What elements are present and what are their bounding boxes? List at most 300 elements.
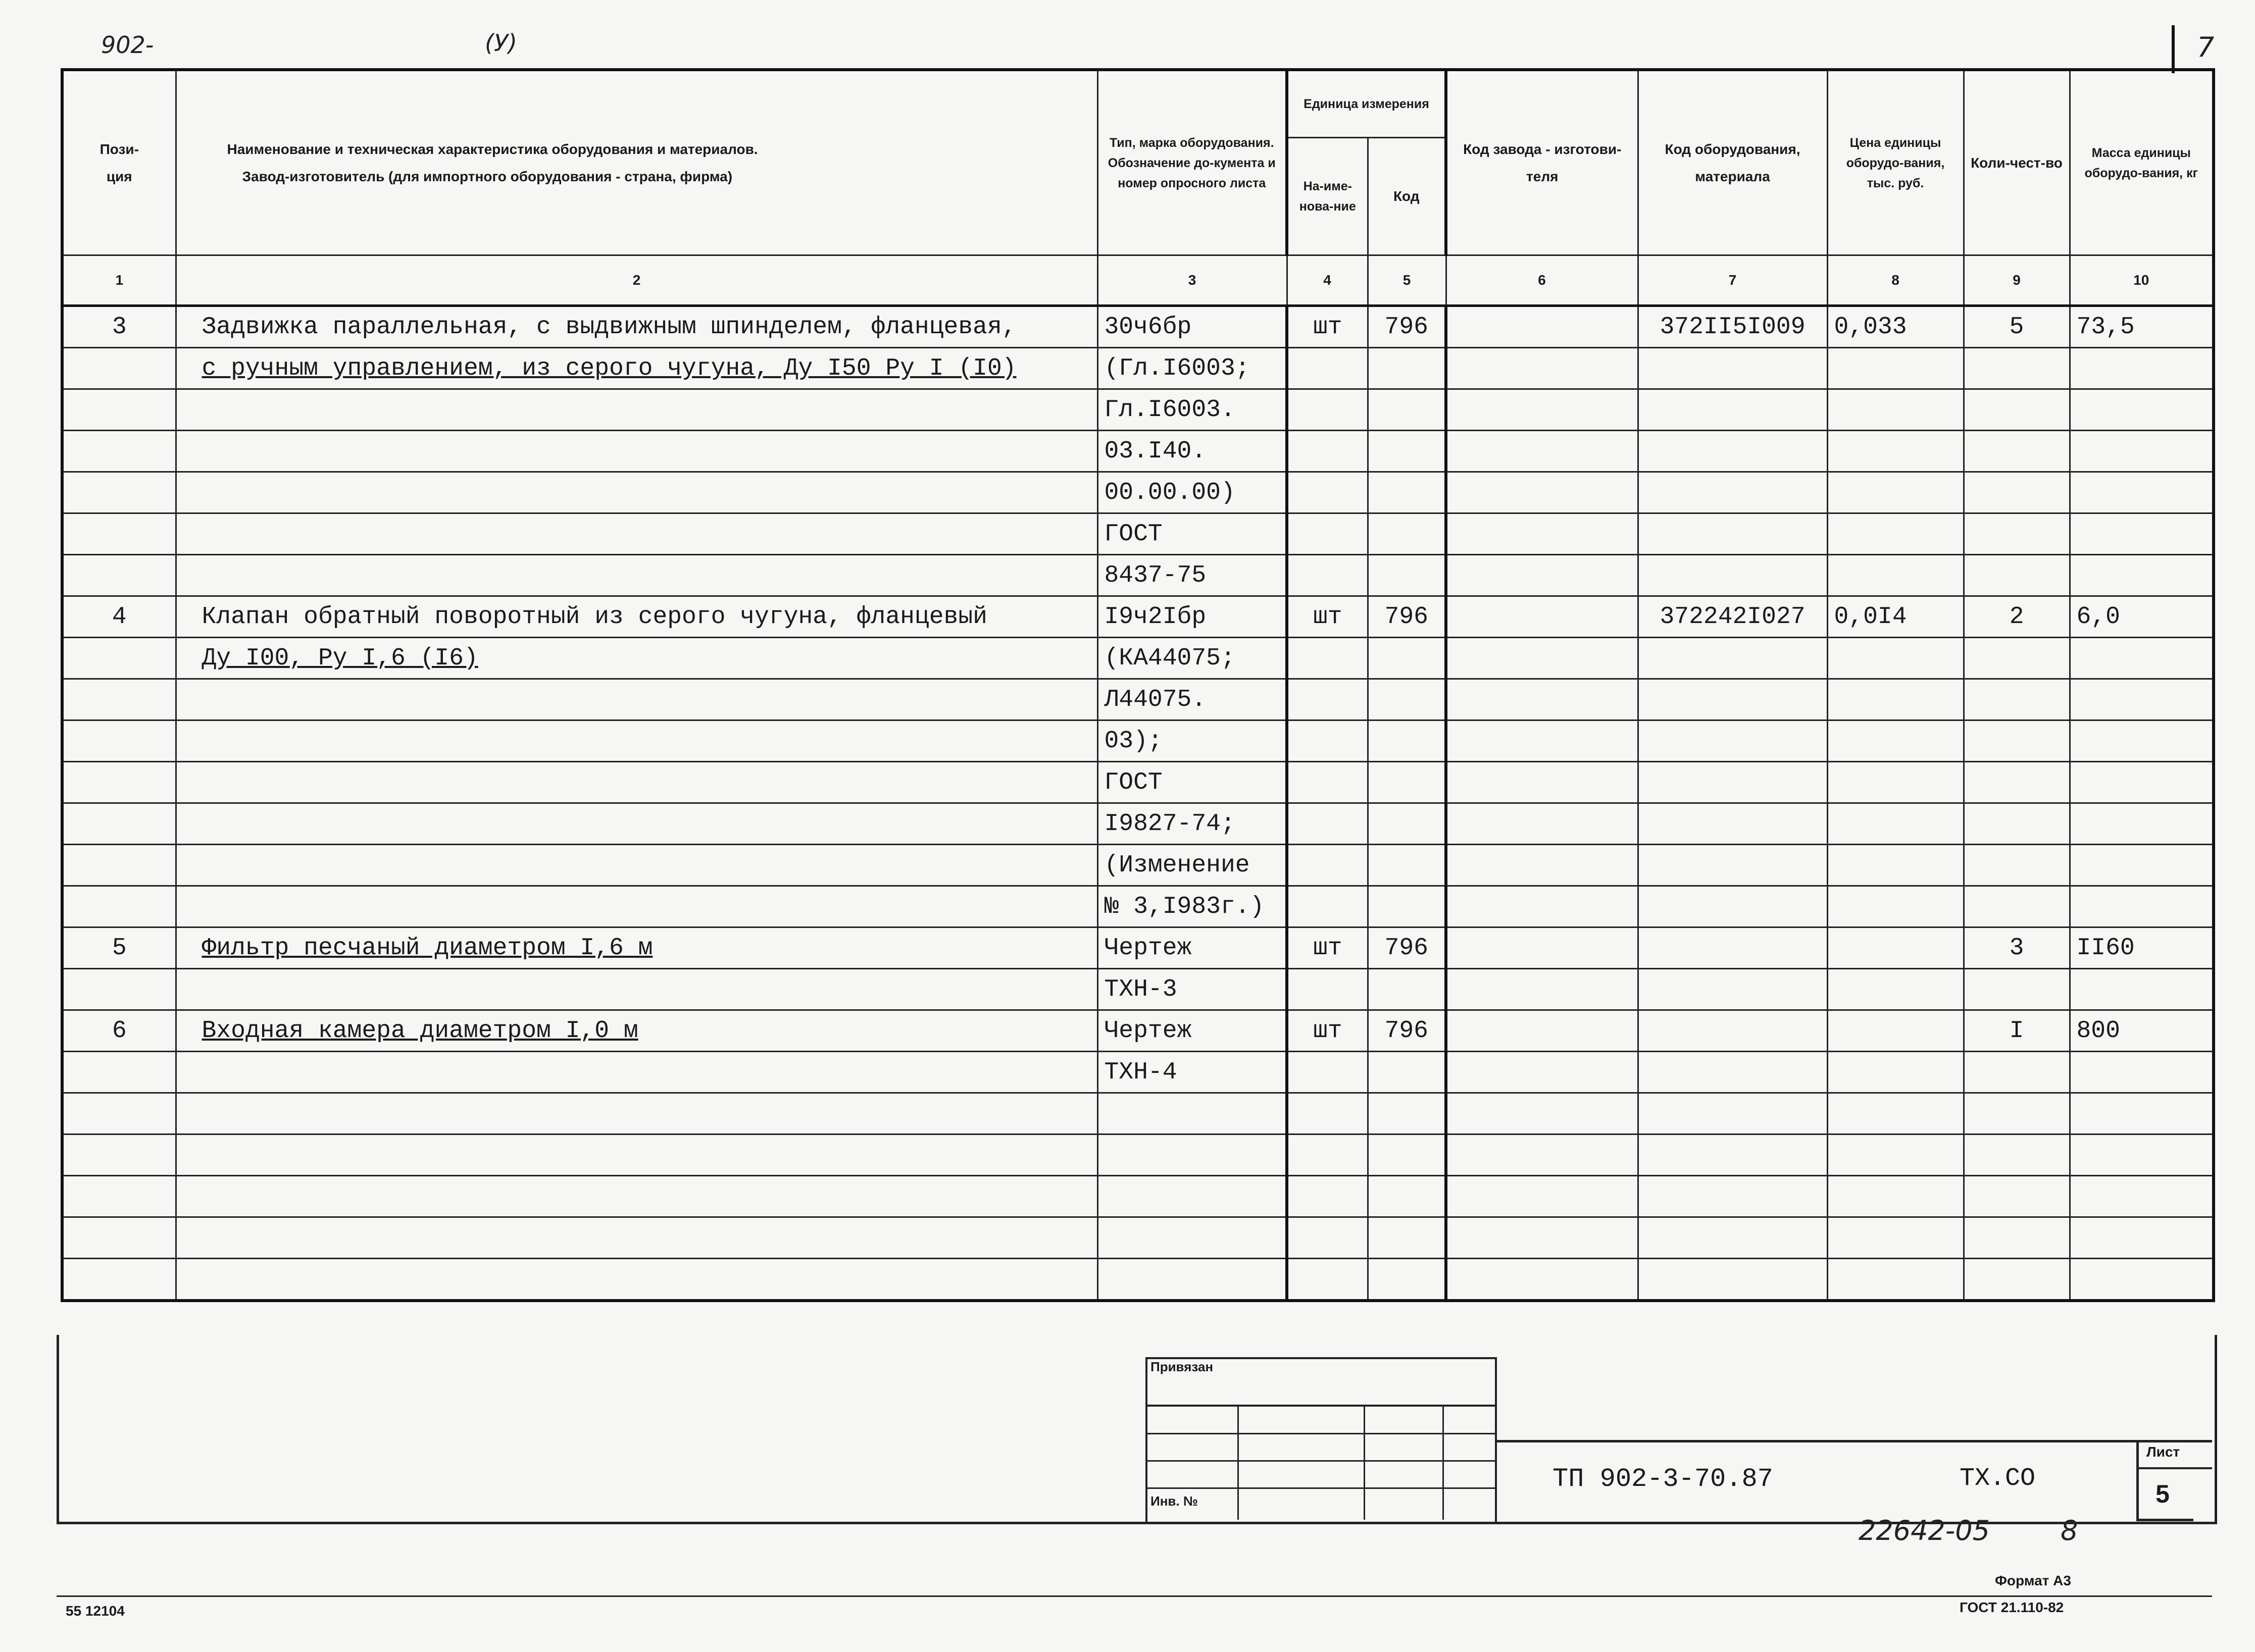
cell-mass [2070, 638, 2214, 679]
cell-name [176, 1052, 1097, 1093]
cell-name [176, 1134, 1097, 1176]
cell-plant-code [1446, 513, 1638, 555]
cell-type: Чертеж [1097, 1010, 1287, 1052]
cell-equipment-code [1638, 638, 1827, 679]
cell-name: с ручным управлением, из серого чугуна, Ду I50 Ру I (I0) [176, 348, 1097, 389]
cell-name: Ду I00, Ру I,6 (I6) [176, 638, 1097, 679]
cell-unit [1287, 638, 1368, 679]
cell-price [1827, 1134, 1964, 1176]
colnum: 1 [62, 255, 176, 306]
cell-plant-code [1446, 555, 1638, 596]
inventory-label: Инв. № [1150, 1493, 1198, 1509]
cell-name: Входная камера диаметром I,0 м [176, 1010, 1097, 1052]
doc-number-partial: 902- [101, 31, 154, 59]
cell-type [1097, 1176, 1287, 1217]
table-row [62, 679, 2214, 720]
cell-plant-code [1446, 1259, 1638, 1301]
cell-price [1827, 1259, 1964, 1301]
header-mass: Масса единицы оборудо-вания, кг [2070, 70, 2214, 255]
cell-plant-code [1446, 472, 1638, 513]
cell-price [1827, 1010, 1964, 1052]
cell-quantity [1964, 886, 2070, 927]
sheet-label: Лист [2146, 1444, 2180, 1460]
cell-name [176, 555, 1097, 596]
cell-plant-code [1446, 679, 1638, 720]
table-row [62, 720, 2214, 762]
cell-price [1827, 1093, 1964, 1134]
cell-equipment-code [1638, 845, 1827, 886]
cell-name [176, 1093, 1097, 1134]
table-row [62, 472, 2214, 513]
cell-equipment-code [1638, 679, 1827, 720]
cell-position [62, 1093, 176, 1134]
cell-quantity [1964, 472, 2070, 513]
cell-type [1097, 1217, 1287, 1259]
cell-name [176, 845, 1097, 886]
corner-mark [2172, 25, 2175, 73]
cell-quantity [1964, 679, 2070, 720]
cell-equipment-code [1638, 762, 1827, 803]
cell-position: 3 [62, 306, 176, 348]
cell-price [1827, 720, 1964, 762]
cell-unit [1287, 886, 1368, 927]
cell-unit-code [1368, 638, 1446, 679]
cell-unit [1287, 762, 1368, 803]
cell-position [62, 679, 176, 720]
cell-position [62, 803, 176, 845]
cell-price [1827, 803, 1964, 845]
cell-type [1097, 1134, 1287, 1176]
cell-price [1827, 845, 1964, 886]
table-row [62, 306, 2214, 348]
table-row [62, 1176, 2214, 1217]
cell-price [1827, 1176, 1964, 1217]
cell-quantity: 3 [1964, 927, 2070, 969]
cell-name: Клапан обратный поворотный из серого чугуна, фланцевый [176, 596, 1097, 638]
cell-quantity [1964, 1217, 2070, 1259]
cell-unit-code: 796 [1368, 596, 1446, 638]
header-unit-name: На-име-нова-ние [1287, 138, 1368, 255]
cell-quantity [1964, 845, 2070, 886]
cell-unit-code [1368, 1093, 1446, 1134]
cell-position [62, 348, 176, 389]
cell-plant-code [1446, 927, 1638, 969]
cell-plant-code [1446, 762, 1638, 803]
cell-position [62, 969, 176, 1010]
cell-quantity [1964, 513, 2070, 555]
cell-unit [1287, 1052, 1368, 1093]
cell-unit [1287, 969, 1368, 1010]
cell-quantity: I [1964, 1010, 2070, 1052]
cell-type: ТХН-4 [1097, 1052, 1287, 1093]
cell-price [1827, 431, 1964, 472]
cell-price [1827, 1217, 1964, 1259]
cell-type: I9ч2Iбр [1097, 596, 1287, 638]
cell-name [176, 762, 1097, 803]
cell-type [1097, 1259, 1287, 1301]
cell-position [62, 845, 176, 886]
cell-equipment-code [1638, 555, 1827, 596]
cell-unit: шт [1287, 596, 1368, 638]
cell-mass [2070, 555, 2214, 596]
cell-mass [2070, 886, 2214, 927]
cell-unit [1287, 1176, 1368, 1217]
cell-equipment-code [1638, 803, 1827, 845]
cell-unit-code [1368, 431, 1446, 472]
cell-position: 6 [62, 1010, 176, 1052]
cell-quantity [1964, 803, 2070, 845]
cell-position [62, 1176, 176, 1217]
table-row [62, 389, 2214, 431]
cell-quantity [1964, 1259, 2070, 1301]
cell-unit-code: 796 [1368, 1010, 1446, 1052]
cell-name [176, 803, 1097, 845]
cell-type: ГОСТ [1097, 513, 1287, 555]
cell-unit [1287, 1134, 1368, 1176]
stamp-line [1145, 1405, 1497, 1407]
stamp-line [1145, 1460, 1497, 1462]
cell-unit [1287, 803, 1368, 845]
header-quantity: Коли-чест-во [1964, 70, 2070, 255]
cell-plant-code [1446, 306, 1638, 348]
cell-position [62, 720, 176, 762]
cell-unit: шт [1287, 306, 1368, 348]
table-row [62, 969, 2214, 1010]
cell-unit [1287, 1093, 1368, 1134]
cell-unit [1287, 348, 1368, 389]
cell-mass [2070, 845, 2214, 886]
cell-mass [2070, 679, 2214, 720]
cell-name [176, 1176, 1097, 1217]
cell-plant-code [1446, 1217, 1638, 1259]
cell-quantity: 5 [1964, 306, 2070, 348]
cell-price [1827, 886, 1964, 927]
cell-quantity: 2 [1964, 596, 2070, 638]
cell-name: Задвижка параллельная, с выдвижным шпинделем, фланцевая, [176, 306, 1097, 348]
cell-position [62, 555, 176, 596]
cell-unit-code [1368, 969, 1446, 1010]
header-unit-group: Единица измерения [1287, 70, 1446, 138]
cell-quantity [1964, 555, 2070, 596]
gost-standard: ГОСТ 21.110-82 [1960, 1599, 2064, 1615]
header-name [176, 70, 1097, 255]
stamp-line [1364, 1405, 1365, 1520]
cell-mass [2070, 762, 2214, 803]
colnum: 2 [176, 255, 1097, 306]
cell-mass [2070, 720, 2214, 762]
cell-position [62, 886, 176, 927]
cell-type: (Гл.I6003; [1097, 348, 1287, 389]
cell-price [1827, 472, 1964, 513]
cell-equipment-code [1638, 472, 1827, 513]
cell-type: № 3,I983г.) [1097, 886, 1287, 927]
header-row [62, 70, 2214, 138]
specification-body [62, 306, 2214, 1301]
cell-equipment-code [1638, 431, 1827, 472]
cell-type: 8437-75 [1097, 555, 1287, 596]
cell-unit [1287, 845, 1368, 886]
cell-position: 4 [62, 596, 176, 638]
cell-plant-code [1446, 803, 1638, 845]
cell-unit-code [1368, 762, 1446, 803]
cell-unit [1287, 1259, 1368, 1301]
cell-position [62, 1052, 176, 1093]
cell-equipment-code [1638, 1176, 1827, 1217]
cell-mass [2070, 969, 2214, 1010]
cell-mass [2070, 1176, 2214, 1217]
cell-type: (Изменение [1097, 845, 1287, 886]
cell-plant-code [1446, 720, 1638, 762]
cell-quantity [1964, 1176, 2070, 1217]
cell-type: Чертеж [1097, 927, 1287, 969]
table-row [62, 1093, 2214, 1134]
cell-unit-code: 796 [1368, 927, 1446, 969]
cell-quantity [1964, 431, 2070, 472]
cell-mass: 800 [2070, 1010, 2214, 1052]
cell-position: 5 [62, 927, 176, 969]
title-line [1497, 1440, 2212, 1442]
cell-type: 00.00.00) [1097, 472, 1287, 513]
letter-mark: (У) [485, 29, 517, 57]
cell-unit [1287, 389, 1368, 431]
cell-price [1827, 348, 1964, 389]
cell-type: Гл.I6003. [1097, 389, 1287, 431]
cell-mass [2070, 1217, 2214, 1259]
cell-unit [1287, 431, 1368, 472]
table-row [62, 513, 2214, 555]
colnum: 6 [1446, 255, 1638, 306]
colnum: 4 [1287, 255, 1368, 306]
cell-unit-code [1368, 1052, 1446, 1093]
cell-mass: 73,5 [2070, 306, 2214, 348]
cell-plant-code [1446, 845, 1638, 886]
cell-equipment-code [1638, 886, 1827, 927]
cell-type: (КА44075; [1097, 638, 1287, 679]
cell-type: ГОСТ [1097, 762, 1287, 803]
cell-equipment-code: 372II5I009 [1638, 306, 1827, 348]
footer-line [57, 1595, 2212, 1597]
cell-name: Фильтр песчаный диаметром I,6 м [176, 927, 1097, 969]
colnum: 9 [1964, 255, 2070, 306]
cell-unit-code [1368, 555, 1446, 596]
archive-suffix: 8 [2061, 1515, 2078, 1546]
table-row [62, 555, 2214, 596]
colnum: 8 [1827, 255, 1964, 306]
cell-unit: шт [1287, 927, 1368, 969]
cell-position [62, 513, 176, 555]
cell-equipment-code [1638, 720, 1827, 762]
cell-mass [2070, 1259, 2214, 1301]
header-unit-code: Код [1368, 138, 1446, 255]
cell-quantity [1964, 1093, 2070, 1134]
cell-price [1827, 927, 1964, 969]
colnum: 5 [1368, 255, 1446, 306]
colnum: 3 [1097, 255, 1287, 306]
cell-name [176, 513, 1097, 555]
cell-mass: 6,0 [2070, 596, 2214, 638]
cell-position [62, 389, 176, 431]
cell-type: Л44075. [1097, 679, 1287, 720]
cell-equipment-code [1638, 389, 1827, 431]
header-plant-code: Код завода - изготови-теля [1446, 70, 1638, 255]
bottom-frame [57, 1335, 2217, 1524]
cell-mass [2070, 348, 2214, 389]
cell-unit-code [1368, 1176, 1446, 1217]
cell-unit-code [1368, 720, 1446, 762]
stamp-line [1442, 1405, 1444, 1520]
cell-unit-code [1368, 348, 1446, 389]
cell-plant-code [1446, 1134, 1638, 1176]
cell-plant-code [1446, 348, 1638, 389]
sheet-number: 5 [2156, 1480, 2170, 1508]
cell-plant-code [1446, 1176, 1638, 1217]
cell-price: 0,0I4 [1827, 596, 1964, 638]
archive-number: 22642-05 [1859, 1515, 1990, 1546]
paper-format: Формат А3 [1995, 1573, 2071, 1588]
cell-type: 30ч6бр [1097, 306, 1287, 348]
cell-mass [2070, 1052, 2214, 1093]
cell-name [176, 1259, 1097, 1301]
cell-mass [2070, 1093, 2214, 1134]
cell-type: 03); [1097, 720, 1287, 762]
cell-unit [1287, 720, 1368, 762]
cell-position [62, 1217, 176, 1259]
cell-price [1827, 555, 1964, 596]
cell-unit-code [1368, 803, 1446, 845]
cell-name [176, 679, 1097, 720]
table-row [62, 348, 2214, 389]
cell-quantity [1964, 969, 2070, 1010]
cell-quantity [1964, 1052, 2070, 1093]
table-row [62, 803, 2214, 845]
cell-quantity [1964, 389, 2070, 431]
linkage-stamp [1145, 1357, 1497, 1524]
cell-unit-code [1368, 389, 1446, 431]
cell-mass [2070, 803, 2214, 845]
cell-unit [1287, 679, 1368, 720]
header-name-line1: Наименование и техническая характеристика оборудования и материалов. [227, 141, 758, 157]
header-price: Цена единицы оборудо-вания, тыс. руб. [1827, 70, 1964, 255]
cell-price [1827, 679, 1964, 720]
table-row [62, 845, 2214, 886]
cell-unit [1287, 472, 1368, 513]
sheet-line [2136, 1467, 2212, 1469]
table-row [62, 638, 2214, 679]
stamp-line [1145, 1487, 1497, 1489]
table-row [62, 1217, 2214, 1259]
cell-quantity [1964, 638, 2070, 679]
table-row [62, 927, 2214, 969]
table-row [62, 886, 2214, 927]
cell-quantity [1964, 348, 2070, 389]
cell-plant-code [1446, 1093, 1638, 1134]
sheet-code: 55 12104 [66, 1603, 125, 1619]
cell-plant-code [1446, 431, 1638, 472]
table-row [62, 1259, 2214, 1301]
cell-price [1827, 762, 1964, 803]
page-number: 7 [2197, 31, 2215, 63]
cell-unit: шт [1287, 1010, 1368, 1052]
cell-unit [1287, 513, 1368, 555]
cell-equipment-code [1638, 927, 1827, 969]
table-row [62, 762, 2214, 803]
cell-type: I9827-74; [1097, 803, 1287, 845]
cell-unit-code [1368, 1259, 1446, 1301]
cell-type: ТХН-3 [1097, 969, 1287, 1010]
cell-unit-code [1368, 513, 1446, 555]
cell-equipment-code [1638, 1010, 1827, 1052]
cell-equipment-code [1638, 1052, 1827, 1093]
colnum: 10 [2070, 255, 2214, 306]
cell-position [62, 1134, 176, 1176]
cell-mass [2070, 389, 2214, 431]
cell-position [62, 472, 176, 513]
cell-mass [2070, 472, 2214, 513]
table-row [62, 1010, 2214, 1052]
table-row [62, 596, 2214, 638]
document-code: ТП 902-3-70.87 [1552, 1464, 1773, 1494]
cell-equipment-code [1638, 1134, 1827, 1176]
cell-mass: II60 [2070, 927, 2214, 969]
cell-price [1827, 389, 1964, 431]
cell-price [1827, 513, 1964, 555]
stamp-line [1237, 1405, 1239, 1520]
cell-type: 03.I40. [1097, 431, 1287, 472]
column-number-row [62, 255, 2214, 306]
cell-name [176, 720, 1097, 762]
cell-plant-code [1446, 1052, 1638, 1093]
header-equipment-code: Код оборудования, материала [1638, 70, 1827, 255]
cell-unit [1287, 555, 1368, 596]
cell-name [176, 969, 1097, 1010]
cell-equipment-code [1638, 1217, 1827, 1259]
cell-unit-code [1368, 679, 1446, 720]
table-row [62, 1134, 2214, 1176]
cell-equipment-code [1638, 1259, 1827, 1301]
table-row [62, 1052, 2214, 1093]
cell-position [62, 638, 176, 679]
cell-equipment-code [1638, 969, 1827, 1010]
cell-quantity [1964, 720, 2070, 762]
cell-unit [1287, 1217, 1368, 1259]
cell-equipment-code: 372242I027 [1638, 596, 1827, 638]
cell-mass [2070, 431, 2214, 472]
cell-name [176, 886, 1097, 927]
header-type: Тип, марка оборудования. Обозначение до-кумента и номер опросного листа [1097, 70, 1287, 255]
cell-unit-code [1368, 886, 1446, 927]
cell-plant-code [1446, 389, 1638, 431]
cell-mass [2070, 513, 2214, 555]
cell-plant-code [1446, 969, 1638, 1010]
cell-quantity [1964, 1134, 2070, 1176]
cell-unit-code [1368, 472, 1446, 513]
cell-mass [2070, 1134, 2214, 1176]
header-name-line2: Завод-изготовитель (для импортного оборудования - страна, фирма) [242, 168, 733, 184]
cell-name [176, 1217, 1097, 1259]
cell-equipment-code [1638, 513, 1827, 555]
cell-quantity [1964, 762, 2070, 803]
cell-name [176, 389, 1097, 431]
cell-unit-code [1368, 1134, 1446, 1176]
cell-name [176, 431, 1097, 472]
cell-plant-code [1446, 886, 1638, 927]
cell-plant-code [1446, 1010, 1638, 1052]
cell-price [1827, 969, 1964, 1010]
colnum: 7 [1638, 255, 1827, 306]
cell-price: 0,033 [1827, 306, 1964, 348]
cell-price [1827, 638, 1964, 679]
cell-unit-code [1368, 1217, 1446, 1259]
